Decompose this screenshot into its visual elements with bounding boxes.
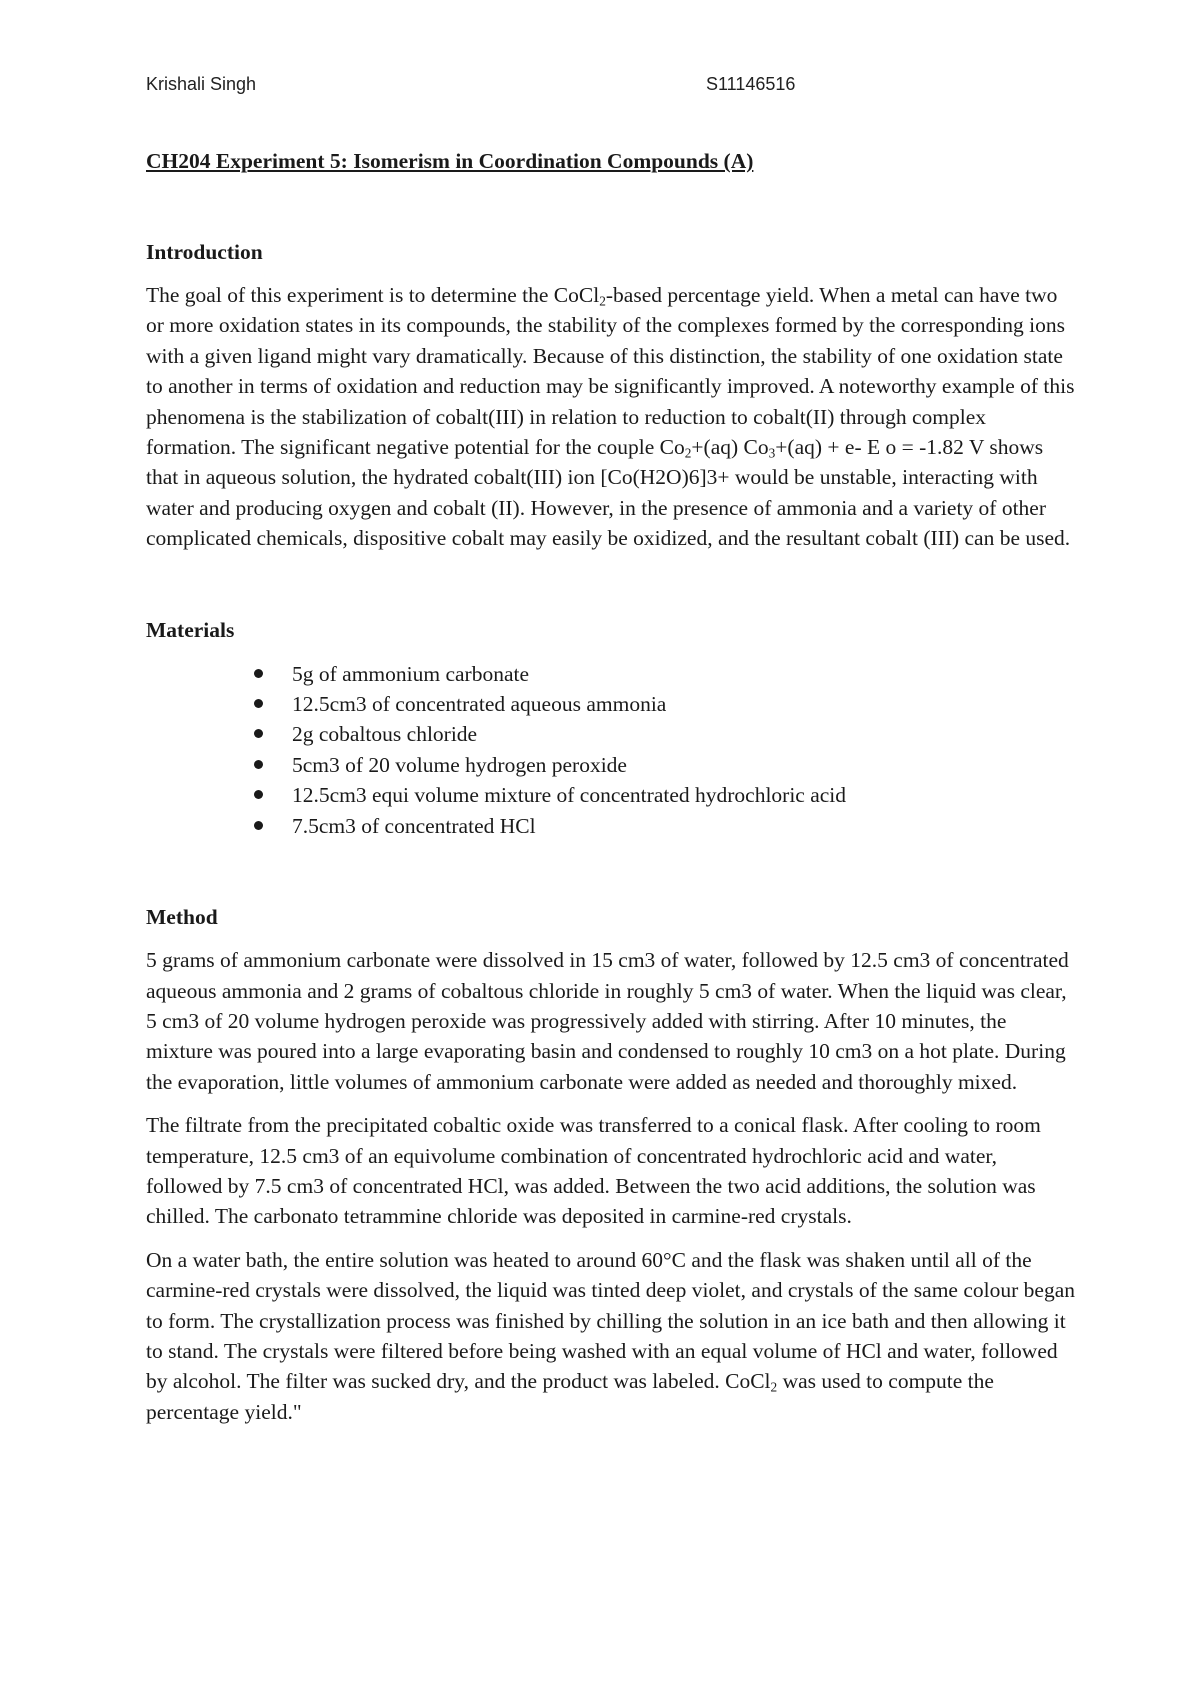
intro-text-4: +(aq) + e- E o = -1.82 V shows that in aqueous solution, the hydrated cobalt(III) ion [Co(H2O)6]3+ would be unstable, interacting with water and producing oxygen and cobalt (II). However, in the presence of ammonia and a variety of other complicated chemicals, dispositive cobalt may easily be oxidized, and the resultant cobalt (III) can be used. — [146, 435, 1071, 551]
list-item — [292, 750, 1076, 780]
bullet-icon — [254, 790, 263, 799]
bullet-icon — [254, 669, 263, 678]
author-name: Krishali Singh — [146, 74, 257, 94]
bullet-icon — [254, 760, 263, 769]
bullet-icon — [254, 821, 263, 830]
intro-text-2: -based percentage yield. When a metal can have two or more oxidation states in its compounds, the stability of the complexes formed by the corresponding ions with a given ligand might vary dramatically. Because of this distinction, the stability of one oxidation state to another in terms of oxidation and reduction may be significantly improved. A noteworthy example of this phenomena is the stabilization of cobalt(III) in relation to reduction to cobalt(II) through complex formation. The significant negative potential for the couple Co — [146, 283, 1075, 460]
list-item — [292, 719, 1076, 749]
list-item — [292, 659, 1076, 689]
intro-formula-sub: 2 — [599, 293, 606, 309]
method-p3-text-2: was used to compute the percentage yield." — [146, 1369, 994, 1424]
list-item — [292, 811, 1076, 841]
introduction-heading: Introduction — [146, 240, 263, 264]
introduction-paragraph — [146, 280, 1076, 554]
list-item — [292, 689, 1076, 719]
method-heading: Method — [146, 905, 218, 930]
bullet-icon — [254, 729, 263, 738]
intro-text-1: The goal of this experiment is to determine the CoCl — [146, 283, 600, 307]
material-text: 7.5cm3 of concentrated HCl — [292, 813, 536, 838]
method-paragraph-3 — [146, 1245, 1076, 1427]
intro-co-sub-1: 2 — [684, 445, 692, 461]
method-p3-text-1: On a water bath, the entire solution was heated to around 60°C and the flask was shaken until all of the carmine-red crystals were dissolved, the liquid was tinted deep violet, and crystals of the same colour began to form. The crystallization process was finished by chilling the solution in an ice bath and then allowing it to stand. The crystals were filtered before being washed with an equal volume of HCl and water, followed by alcohol. The filter was sucked dry, and the product was labeled. CoCl — [146, 1247, 1075, 1394]
material-text: 5g of ammonium carbonate — [292, 661, 530, 686]
bullet-icon — [254, 699, 263, 708]
materials-heading: Materials — [146, 617, 235, 642]
list-item — [292, 780, 1076, 810]
document-title: CH204 Experiment 5: Isomerism in Coordination Compounds (A) — [146, 149, 754, 173]
material-text: 12.5cm3 of concentrated aqueous ammonia — [292, 692, 667, 717]
material-text: 12.5cm3 equi volume mixture of concentrated hydrochloric acid — [292, 783, 847, 808]
method-paragraph-1: 5 grams of ammonium carbonate were dissolved in 15 cm3 of water, followed by 12.5 cm3 of concentrated aqueous ammonia and 2 grams of cobaltous chloride in roughly 5 cm3 of water. When the liquid was clear, 5 cm3 of 20 volume hydrogen peroxide was progressively added with stirring. After 10 minutes, the mixture was poured into a large evaporating basin and condensed to roughly 10 cm3 on a hot plate. During the evaporation, little volumes of ammonium carbonate were added as needed and thoroughly mixed. — [146, 948, 1069, 1094]
material-text: 5cm3 of 20 volume hydrogen peroxide — [292, 752, 627, 777]
method-p3-sub: 2 — [770, 1379, 778, 1395]
intro-co-sub-2: 3 — [768, 445, 776, 461]
intro-text-3: +(aq) Co — [691, 435, 769, 460]
method-paragraph-2: The filtrate from the precipitated cobaltic oxide was transferred to a conical flask. After cooling to room temperature, 12.5 cm3 of an equivolume combination of concentrated hydrochloric acid and water, followed by 7.5 cm3 of concentrated HCl, was added. Between the two acid additions, the solution was chilled. The carbonato tetrammine chloride was deposited in carmine-red crystals. — [146, 1113, 1041, 1229]
document-body — [146, 146, 1076, 1427]
student-id: S11146516 — [706, 74, 796, 94]
materials-list — [146, 659, 1076, 841]
material-text: 2g cobaltous chloride — [292, 722, 478, 747]
